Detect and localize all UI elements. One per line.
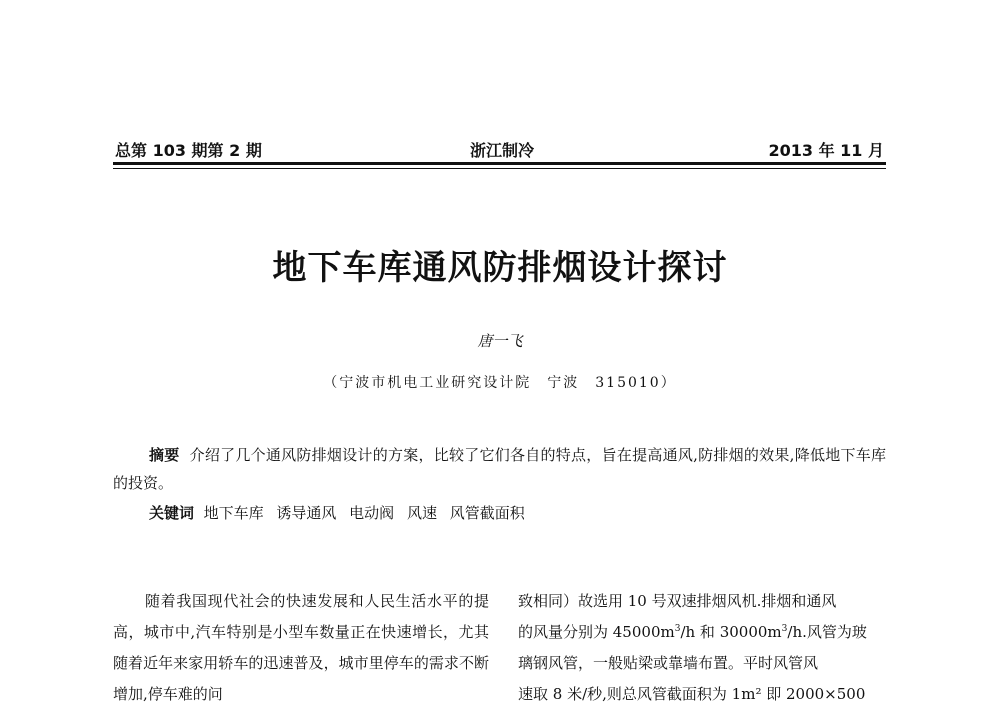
header-rule-thin (113, 168, 886, 169)
abstract (113, 441, 886, 497)
keyword-item: 地下车库 (203, 504, 264, 522)
keyword-item: 风管截面积 (449, 504, 525, 522)
superscript-3: 3 (781, 624, 788, 634)
keyword-item: 诱导通风 (276, 504, 337, 522)
body-right-column (518, 586, 894, 710)
issue-date: 2013 年 11 月 (768, 141, 884, 160)
author-name: 唐一飞 (477, 332, 523, 350)
keywords-label: 关键词 (149, 504, 195, 522)
keyword-item: 电动阀 (349, 504, 395, 522)
abstract-text: 介绍了几个通风防排烟设计的方案，比较了它们各自的特点，旨在提高通风,防排烟的效果,降低地下车库的投资。 (113, 446, 886, 492)
author-affiliation: （宁波市机电工业研究设计院 宁波 315010） (323, 375, 677, 391)
right-line-3: 璃钢风管，一般贴梁或靠墙布置。平时风管风 (518, 654, 819, 672)
running-header (113, 134, 886, 160)
header-rule-thick (113, 162, 886, 165)
abstract-label: 摘要 (149, 446, 180, 464)
paper-title: 地下车库通风防排烟设计探讨 (272, 248, 728, 288)
right-line-2b: /h 和 30000m (680, 623, 782, 641)
body-left-column: 随着我国现代社会的快速发展和人民生活水平的提高，城市中,汽车特别是小型车数量正在快速增长，尤其随着近年来家用轿车的迅速普及，城市里停车的需求不断增加,停车难的问 (113, 592, 489, 703)
keyword-item: 风速 (406, 504, 437, 522)
right-line-1: 致相同）故选用 10 号双速排烟风机.排烟和通风 (518, 592, 837, 610)
right-line-2a: 的风量分别为 45000m (518, 623, 675, 641)
right-line-2c: /h.风管为玻 (787, 623, 867, 641)
issue-number: 总第 103 期第 2 期 (115, 141, 262, 160)
journal-name: 浙江制冷 (470, 141, 535, 160)
keywords (149, 499, 533, 527)
right-line-4: 速取 8 米/秒,则总风管截面积为 1m² 即 2000×500 (518, 685, 866, 703)
superscript-3: 3 (674, 624, 681, 634)
